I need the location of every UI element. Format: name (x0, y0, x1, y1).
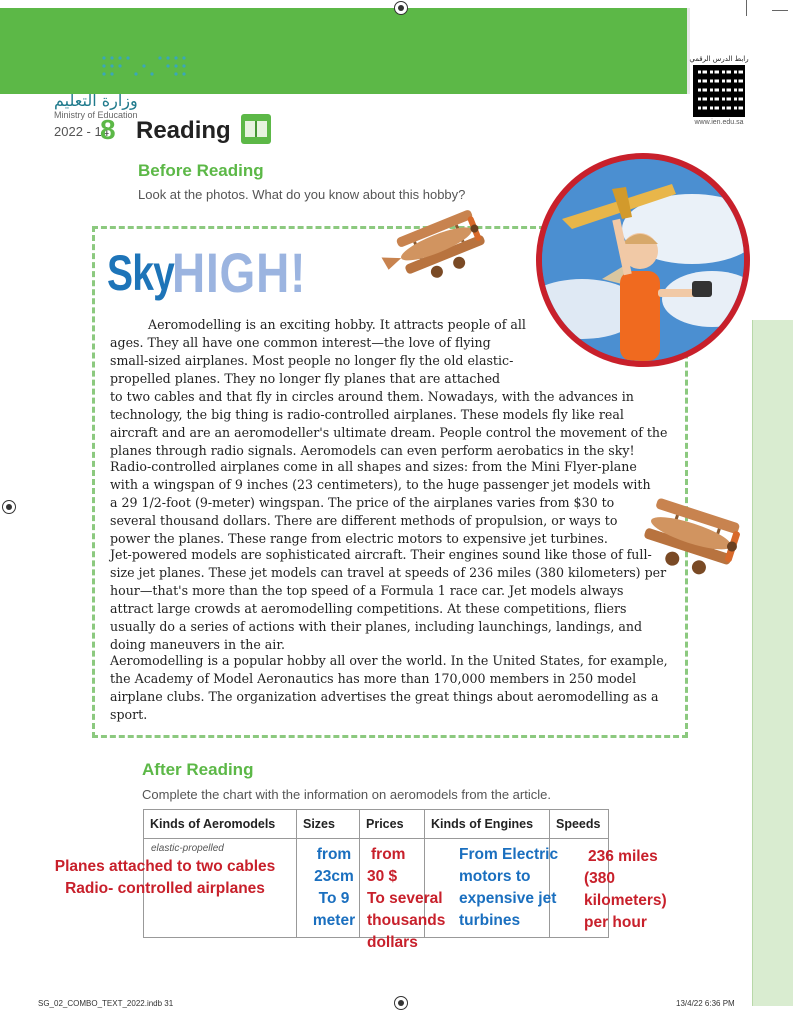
ministry-name-arabic: وزارة التعليم (54, 91, 138, 110)
column-header: Speeds (550, 810, 609, 839)
handwritten-line: Planes attached to two cables (54, 858, 276, 875)
article-title-high: HIGH! (172, 241, 307, 304)
handwritten-line: Radio- controlled airplanes (65, 880, 265, 897)
handwritten-prices (367, 844, 459, 954)
before-reading-heading: Before Reading (138, 161, 264, 180)
article-paragraph-1b: to two cables and that fly in circles around them. Nowadays, with the advances in technology, the big thing is radio-controlled airplanes. These models fly like real aircraft and are an aeromodeller's ultimate dream. People control the movement of the planes through radio signals. Aeromodels can even perform aerobatics in the sky! (110, 389, 668, 458)
handwritten-sizes (309, 844, 359, 932)
after-reading-instruction: Complete the chart with the information on aeromodels from the article. (142, 787, 551, 802)
unit-title: Reading (136, 117, 231, 144)
ministry-logo-icon (100, 54, 190, 82)
handwritten-line: meter (312, 912, 356, 929)
registration-mark-icon (2, 500, 16, 514)
qr-url: www.ien.edu.sa (694, 119, 744, 126)
article-paragraph-3: Jet-powered models are sophisticated aircraft. Their engines sound like those of full-size jet planes. These jet models can travel at speeds of 236 miles (380 kilometers) per hour—that's more than the top speed of a Formula 1 race car. Jet models always attract large crowds at aeromodelling competitions. At these competitions, fliers usually do a series of actions with their planes, including launchings, landings, and doing maneuvers in the air. (110, 547, 667, 652)
qr-code-icon[interactable] (693, 65, 745, 117)
printed-example: elastic-propelled (151, 843, 224, 854)
handwritten-line: dollars (367, 934, 418, 951)
handwritten-line: expensive jet (459, 890, 557, 907)
crop-mark (772, 10, 788, 11)
column-header: Kinds of Aeromodels (144, 810, 297, 839)
footer-file-name: SG_02_COMBO_TEXT_2022.indb 31 (38, 999, 174, 1008)
handwritten-line: 236 miles (588, 848, 658, 865)
handwritten-engines (459, 844, 571, 932)
handwritten-line: from (371, 846, 406, 863)
column-header: Prices (360, 810, 425, 839)
column-header: Kinds of Engines (425, 810, 550, 839)
handwritten-kinds (40, 856, 290, 900)
crop-mark (746, 0, 747, 16)
chart-header-row (144, 810, 609, 839)
handwritten-line: From Electric (459, 846, 559, 863)
handwritten-line: thousands (367, 912, 446, 929)
after-reading-heading: After Reading (142, 760, 254, 779)
handwritten-line: (380 (584, 870, 616, 887)
handwritten-line: 23cm (314, 868, 354, 885)
edition-year: 2022 - 14 (54, 124, 109, 139)
qr-label: رابط الدرس الرقمي (689, 55, 749, 63)
handwritten-speeds (584, 846, 684, 934)
article-title-sky: Sky (107, 245, 175, 301)
handwritten-line: To several (367, 890, 443, 907)
registration-mark-icon (394, 1, 408, 15)
article-paragraph-4: Aeromodelling is a popular hobby all over the world. In the United States, for example, the Academy of Model Aeronautics has more than 170,000 members in 250 model airplane clubs. The organization advertises the great things about aeromodelling as a sport. (110, 653, 668, 722)
handwritten-line: kilometers) (584, 892, 667, 909)
biplane-toy-image (372, 206, 502, 290)
side-margin-band (752, 320, 793, 1006)
handwritten-line: turbines (459, 912, 521, 929)
column-header: Sizes (297, 810, 360, 839)
handwritten-line: from (316, 846, 352, 863)
handwritten-line: To 9 (318, 890, 350, 907)
book-icon (241, 114, 271, 144)
before-reading-instruction: Look at the photos. What do you know about this hobby? (138, 187, 466, 202)
handwritten-line: 30 $ (367, 868, 398, 885)
handwritten-line: per hour (584, 914, 647, 931)
footer-date: 13/4/22 6:36 PM (676, 999, 735, 1008)
registration-mark-icon (394, 996, 408, 1010)
handwritten-line: motors to (459, 868, 531, 885)
boy-with-model-plane-photo (536, 153, 750, 367)
article-paragraph-2: Radio-controlled airplanes come in all shapes and sizes: from the Mini Flyer-plane with a wingspan of 9 inches (23 centimeters), to the huge passenger jet models with a 29 1/2-foot (9-meter) wingspan. The price of the airplanes varies from $30 to several thousand dollars. There are different methods of propulsion, or ways to power the planes. These range from electric motors to expensive jet turbines. (110, 459, 651, 546)
article-paragraph-1a: Aeromodelling is an exciting hobby. It attracts people of all ages. They all have one common interest—the love of flying small-sized airplanes. Most people no longer fly the old elastic-propelled planes. They no longer fly planes that are attached (110, 317, 526, 386)
qr-code-panel[interactable] (688, 55, 750, 131)
unit-number: 8 (100, 114, 116, 145)
ministry-name-english: Ministry of Education (54, 110, 138, 120)
